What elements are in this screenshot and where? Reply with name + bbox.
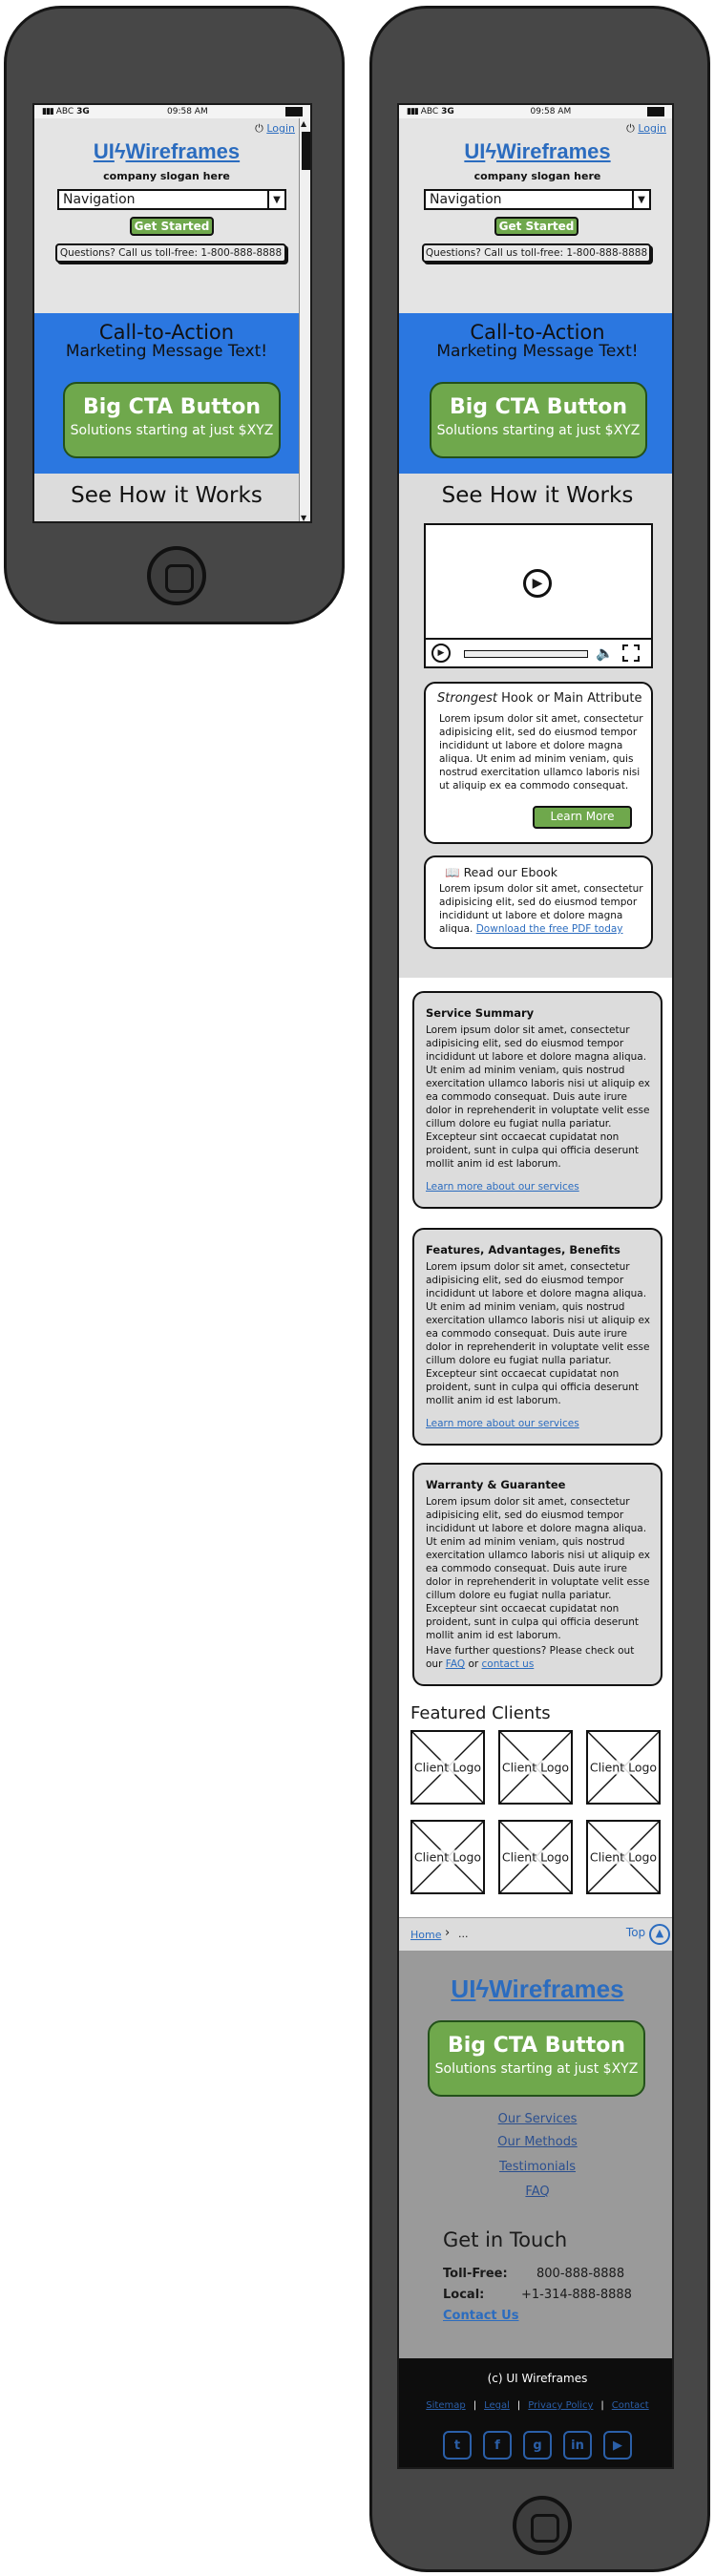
scroll-down-icon[interactable]: ▼: [301, 514, 307, 522]
arrow-up-icon: ▲: [649, 1924, 670, 1945]
power-icon: ⏻: [626, 122, 635, 135]
linkedin-icon[interactable]: in: [563, 2431, 592, 2460]
divider: |: [473, 2400, 477, 2411]
navigation-select[interactable]: [57, 189, 286, 210]
navigation-label: Navigation: [63, 192, 136, 207]
phone-screen-large: [397, 103, 674, 2469]
ebook-card: [424, 855, 653, 949]
big-cta-title: Big CTA Button: [82, 395, 262, 419]
hook-body: Lorem ipsum dolor sit amet, consectetur adipisicing elit, sed do eiusmod tempor incididunt ut labore et dolore magna aliqua. Ut enim ad minim veniam, quis nostrud exercitation ullamco laboris nisi ut aliquip ex ea commodo consequat.: [439, 713, 643, 792]
toll-free-value: 800-888-8888: [536, 2267, 625, 2281]
contact-us-footer-link[interactable]: Contact Us: [443, 2309, 519, 2323]
contact-link[interactable]: Contact: [611, 2400, 649, 2411]
play-icon[interactable]: ▶: [431, 644, 451, 663]
cta-subtitle: Marketing Message Text!: [436, 342, 639, 361]
warranty-body: Lorem ipsum dolor sit amet, consectetur adipisicing elit, sed do eiusmod tempor incididunt ut labore et dolore magna aliqua. Ut enim ad minim veniam, quis nostrud exercitation ullamco laboris nisi ut aliquip ex ea commodo consequat. Duis aute irure dolor in reprehenderit in voluptate velit esse cillum dolore eu fugiat nulla pariatur. Excepteur sint occaecat cupidatat non proident, sunt in culpa qui officia deserunt mollit anim id est laborum.: [426, 1496, 650, 1641]
toll-free-box: Questions? Call us toll-free: 1-800-888-8888: [55, 243, 286, 263]
power-icon: ⏻: [255, 122, 263, 135]
warranty-title: Warranty & Guarantee: [426, 1478, 566, 1491]
sitemap-link[interactable]: Sitemap: [426, 2400, 466, 2411]
footer-link-methods[interactable]: Our Methods: [497, 2135, 578, 2149]
book-icon: 📖: [445, 865, 460, 879]
video-player[interactable]: [424, 523, 653, 668]
footer-link-services[interactable]: Our Services: [497, 2112, 578, 2126]
featured-clients-title: Featured Clients: [410, 1703, 551, 1723]
get-started-button[interactable]: Get Started: [494, 217, 578, 236]
login-link[interactable]: [255, 122, 295, 136]
home-button[interactable]: [147, 546, 206, 605]
scrollbar[interactable]: [299, 118, 312, 523]
client-logo-label: Client Logo: [589, 1760, 658, 1775]
network-label: 3G: [76, 107, 90, 116]
signal-icon: ▮▮▮: [407, 107, 418, 116]
header-area: [34, 118, 299, 314]
footer: [399, 1952, 674, 2358]
big-cta-subtitle: Solutions starting at just $XYZ: [70, 423, 274, 438]
status-bar: [399, 105, 672, 119]
service-summary-body: Lorem ipsum dolor sit amet, consectetur adipisicing elit, sed do eiusmod tempor incididunt ut labore et dolore magna aliqua. Ut enim ad minim veniam, quis nostrud exercitation ullamco laboris nisi ut aliquip ex ea commodo consequat. Duis aute irure dolor in reprehenderit in voluptate velit esse cillum dolore eu fugiat nulla pariatur. Excepteur sint occaecat cupidatat non proident, sunt in culpa qui officia deserunt mollit anim id est laborum.: [426, 1024, 650, 1170]
status-bar: [34, 105, 310, 119]
client-logo-label: Client Logo: [413, 1760, 482, 1775]
play-center-icon[interactable]: ▶: [523, 569, 552, 598]
logo-prefix: UI: [451, 1974, 476, 2003]
client-logo-label: Client Logo: [413, 1849, 482, 1865]
features-body: Lorem ipsum dolor sit amet, consectetur adipisicing elit, sed do eiusmod tempor incididunt ut labore et dolore magna aliqua. Ut enim ad minim veniam, quis nostrud exercitation ullamco laboris nisi ut aliquip ex ea commodo consequat. Duis aute irure dolor in reprehenderit in voluptate velit esse cillum dolore eu fugiat nulla pariatur. Excepteur sint occaecat cupidatat non proident, sunt in culpa qui officia deserunt mollit anim id est laborum.: [426, 1261, 650, 1406]
privacy-link[interactable]: Privacy Policy: [528, 2400, 594, 2411]
slogan: company slogan here: [103, 170, 230, 182]
battery-icon: [647, 107, 664, 116]
scroll-up-icon[interactable]: ▲: [301, 119, 307, 128]
twitter-icon[interactable]: t: [443, 2431, 472, 2460]
bottom-links: [399, 2400, 674, 2411]
logo-prefix: UI: [93, 139, 115, 163]
divider: |: [516, 2400, 521, 2411]
navigation-label: Navigation: [430, 192, 502, 207]
ebook-body-text: Lorem ipsum dolor sit amet, consectetur adipisicing elit, sed do eiusmod tempor incididunt ut labore et dolore magna aliqua.: [439, 883, 643, 935]
phone-screen-small: [32, 103, 312, 523]
video-controls: [426, 638, 651, 666]
faq-link[interactable]: FAQ: [445, 1658, 466, 1670]
social-icons: [399, 2431, 674, 2460]
service-summary-link[interactable]: Learn more about our services: [426, 1181, 579, 1193]
client-logo: [410, 1730, 485, 1805]
dropdown-arrow-icon: ▼: [267, 191, 284, 208]
hook-title-emphasis: Strongest: [437, 691, 498, 706]
big-cta-title: Big CTA Button: [447, 2034, 626, 2058]
signal-icon: ▮▮▮: [42, 107, 53, 116]
ebook-title: [445, 865, 557, 880]
ebook-download-link[interactable]: Download the free PDF today: [475, 923, 623, 935]
toll-free-box: Questions? Call us toll-free: 1-800-888-8888: [422, 243, 651, 263]
features-link[interactable]: Learn more about our services: [426, 1418, 579, 1429]
logo-main: Wireframes: [496, 139, 611, 163]
toll-free-label: Toll-Free:: [443, 2267, 508, 2281]
learn-more-button[interactable]: Learn More: [533, 806, 632, 829]
status-time: 09:58 AM: [167, 107, 208, 116]
login-label: Login: [638, 122, 666, 135]
facebook-icon[interactable]: f: [483, 2431, 512, 2460]
contact-us-link[interactable]: contact us: [481, 1658, 535, 1670]
big-cta-button[interactable]: [63, 382, 281, 458]
bottom-bar: [399, 2358, 674, 2469]
scroll-thumb[interactable]: [302, 132, 310, 170]
hook-title: [437, 691, 642, 706]
top-label: Top: [625, 1926, 646, 1939]
cta-subtitle: Marketing Message Text!: [65, 342, 268, 361]
site-logo[interactable]: [399, 139, 674, 164]
slogan: company slogan here: [473, 170, 601, 182]
legal-link[interactable]: Legal: [484, 2400, 510, 2411]
footer-link-faq[interactable]: FAQ: [525, 2185, 550, 2199]
get-started-button[interactable]: Get Started: [130, 217, 214, 236]
logo-main: Wireframes: [489, 1974, 624, 2003]
bolt-icon: ϟ: [485, 139, 496, 163]
hook-title-rest: Hook or Main Attribute: [497, 691, 642, 706]
cta-band: [34, 313, 299, 474]
service-summary-title: Service Summary: [426, 1006, 535, 1020]
cta-title: Call-to-Action: [98, 321, 235, 344]
login-link[interactable]: [626, 122, 666, 136]
home-button-large[interactable]: [513, 2496, 572, 2555]
client-logo: [498, 1730, 573, 1805]
battery-icon: [285, 107, 303, 116]
status-time: 09:58 AM: [530, 107, 572, 116]
ebook-title-text: Read our Ebook: [463, 865, 557, 879]
client-logo-label: Client Logo: [501, 1849, 570, 1865]
footer-big-cta-button[interactable]: [428, 2020, 645, 2097]
see-how-title: See How it Works: [441, 483, 634, 508]
further-questions-text: Have further questions? Please check out our: [426, 1645, 635, 1670]
breadcrumb: [399, 1917, 674, 1952]
service-summary-card: [412, 991, 662, 1209]
how-section: [399, 474, 674, 978]
progress-bar[interactable]: [464, 650, 588, 658]
ebook-body: [439, 882, 643, 936]
divider: |: [600, 2400, 604, 2411]
big-cta-title: Big CTA Button: [449, 395, 628, 419]
client-logo-label: Client Logo: [589, 1849, 658, 1865]
client-logo: [586, 1820, 661, 1894]
google-plus-icon[interactable]: g: [523, 2431, 552, 2460]
hook-card: [424, 682, 653, 844]
footer-logo[interactable]: [399, 1974, 674, 2004]
local-label: Local:: [443, 2288, 485, 2302]
login-label: Login: [266, 122, 295, 135]
top-link[interactable]: [626, 1924, 670, 1945]
big-cta-subtitle: Solutions starting at just $XYZ: [434, 2061, 639, 2077]
site-logo[interactable]: [34, 139, 299, 164]
big-cta-subtitle: Solutions starting at just $XYZ: [436, 423, 641, 438]
footer-link-testimonials[interactable]: Testimonials: [498, 2160, 577, 2174]
copyright: (c) UI Wireframes: [487, 2372, 588, 2385]
or-text: or: [468, 1658, 479, 1670]
network-label: 3G: [441, 107, 454, 116]
chevron-right-icon: ›: [445, 1926, 451, 1940]
client-logo: [410, 1820, 485, 1894]
header-area: [399, 118, 674, 314]
see-how-title: See How it Works: [71, 483, 263, 508]
features-title: Features, Advantages, Benefits: [426, 1243, 620, 1256]
bolt-icon: ϟ: [114, 139, 126, 163]
client-logo: [498, 1820, 573, 1894]
features-card: [412, 1228, 662, 1446]
dropdown-arrow-icon: ▼: [632, 191, 649, 208]
youtube-icon[interactable]: ▶: [603, 2431, 632, 2460]
warranty-further: [426, 1644, 653, 1671]
client-logo-label: Client Logo: [501, 1760, 570, 1775]
big-cta-button[interactable]: [430, 382, 647, 458]
logo-prefix: UI: [464, 139, 486, 163]
volume-icon[interactable]: 🔈: [596, 644, 614, 662]
client-logo: [586, 1730, 661, 1805]
fullscreen-icon[interactable]: [622, 644, 640, 662]
carrier-label: ABC: [55, 107, 74, 116]
warranty-card: [412, 1463, 662, 1686]
breadcrumb-home-link[interactable]: Home: [410, 1929, 442, 1941]
get-in-touch-title: Get in Touch: [443, 2228, 568, 2251]
carrier-label: ABC: [420, 107, 439, 116]
navigation-select[interactable]: [424, 189, 651, 210]
local-value: +1-314-888-8888: [521, 2288, 632, 2302]
logo-main: Wireframes: [125, 139, 241, 163]
cta-band: [399, 313, 674, 474]
breadcrumb-rest: ...: [458, 1928, 469, 1940]
bolt-icon: ϟ: [475, 1974, 490, 2003]
cta-title: Call-to-Action: [470, 321, 605, 344]
